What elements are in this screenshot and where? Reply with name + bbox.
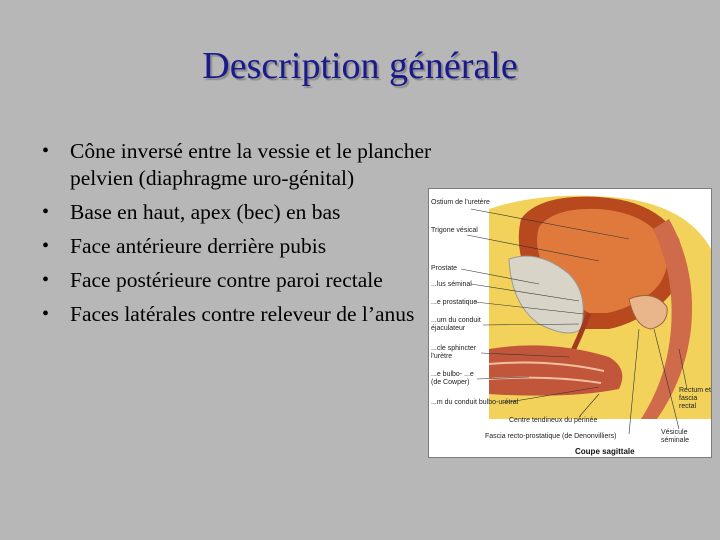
bullet-list xyxy=(38,138,433,335)
bullet-item xyxy=(38,267,433,294)
label-colliculus: ...lus séminal xyxy=(431,281,472,288)
bullet-text: Base en haut, apex (bec) en bas xyxy=(70,200,341,224)
label-sphincter: ...cle sphincter l'urètre xyxy=(431,345,477,360)
bullet-glyph: • xyxy=(42,303,50,325)
bullet-item xyxy=(38,233,433,260)
label-vesicule: Vésicule séminale xyxy=(661,429,690,444)
label-bulbo: ...e bulbo- ...e (de Cowper) xyxy=(431,371,474,386)
bullet-text: Cône inversé entre la vessie et le plancher pelvien (diaphragme uro-génital) xyxy=(70,139,432,190)
label-conduit-ejaculateur: ...um du conduit éjaculateur xyxy=(431,317,481,332)
bullet-text: Face antérieure derrière pubis xyxy=(70,234,327,258)
bullet-item xyxy=(38,138,433,192)
bullet-text: Faces latérales contre releveur de l’anus xyxy=(70,302,415,326)
label-centre-tendineux: Centre tendineux du périnée xyxy=(509,417,598,424)
label-utricule: ...e prostatique xyxy=(431,299,478,306)
bullet-glyph: • xyxy=(42,269,50,291)
label-ostium: Ostium de l'uretère xyxy=(431,199,490,206)
bullet-item xyxy=(38,301,433,328)
bullet-text: Face postérieure contre paroi rectale xyxy=(70,268,383,292)
bullet-glyph: • xyxy=(42,201,50,223)
bullet-item xyxy=(38,199,433,226)
figure-caption: Coupe sagittale xyxy=(575,447,635,456)
bullet-glyph: • xyxy=(42,235,50,257)
label-conduit-bulbo: ...m du conduit bulbo-urétral xyxy=(431,399,519,406)
slide-title: Description générale xyxy=(202,45,518,87)
anatomy-figure xyxy=(428,188,712,458)
label-rectum: Rectum et fascia rectal xyxy=(679,387,711,410)
label-trigone: Trigone vésical xyxy=(431,227,478,234)
bullet-glyph: • xyxy=(42,140,50,162)
label-prostate: Prostate xyxy=(431,265,458,272)
label-fascia: Fascia recto-prostatique (de Denonvilliers) xyxy=(485,433,617,440)
